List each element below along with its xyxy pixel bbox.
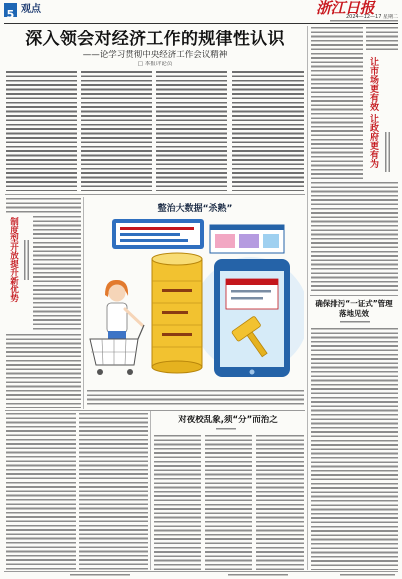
right-column-divider [307, 26, 308, 570]
coin-label-mark [162, 289, 192, 292]
left-article-body [33, 216, 81, 331]
left-article-byline [24, 240, 29, 280]
browser-block [239, 234, 259, 248]
browser-title-bar [210, 225, 284, 230]
left-article-title: 制度型开放提升新优势 [8, 217, 19, 302]
lead-article-subtitle: ——论学习贯彻中央经济工作会议精神 [82, 50, 228, 60]
lead-article-body-column [156, 71, 227, 191]
browser-block [263, 234, 279, 248]
bottom-article-body [154, 435, 201, 570]
left-article-body [79, 413, 148, 570]
side-article-byline [385, 132, 391, 172]
smartphone [214, 259, 290, 377]
side-article-body [366, 27, 398, 53]
coin-label-mark [162, 311, 188, 314]
cartoon-svg [86, 197, 304, 387]
side-article-body [311, 182, 398, 292]
footer-rule [4, 571, 398, 572]
right-article-title-line1: 确保排污“一证式”管理 [315, 299, 393, 308]
lead-article-body-column [81, 71, 152, 191]
phone-card-line [231, 297, 263, 300]
page-number-box [4, 3, 17, 21]
bottom-article-body [205, 435, 252, 570]
newspaper-logo: 浙江日报 [316, 0, 375, 17]
lead-article-body-column [6, 71, 77, 191]
footer-text [70, 574, 130, 576]
phone-card-line [231, 290, 271, 293]
header-rule [4, 23, 398, 24]
phone-card-header [226, 279, 278, 285]
bottom-article-byline [216, 428, 236, 431]
issue-date: 2024—12—17 星期二 [345, 14, 398, 20]
left-article-body [6, 334, 81, 408]
shopper-head [109, 285, 126, 302]
bottom-article-title: 对夜校乱象,须“分”而治之 [178, 415, 278, 425]
editorial-cartoon [86, 197, 304, 387]
cart-handle [138, 325, 144, 339]
side-article-title: 让市场更有效 让政府更有为 [368, 57, 378, 169]
bottom-section-rule [5, 410, 305, 411]
signboard-text-line [120, 239, 188, 242]
coin-stack-top [152, 253, 202, 265]
cart-wheel [127, 369, 133, 375]
signboard-text-line [120, 233, 180, 236]
illustration-title: 整治大数据“杀熟” [157, 204, 233, 214]
browser-window [210, 225, 284, 253]
signboard-text-line [120, 227, 194, 230]
right-article-body [311, 328, 398, 570]
shopper-shirt [107, 303, 127, 333]
shopper-arm [125, 309, 142, 325]
lead-article-title: 深入领会对经济工作的规律性认识 [25, 30, 285, 49]
lead-article-bottom-rule [5, 194, 305, 195]
footer-text [228, 574, 288, 576]
cart-wheel [97, 369, 103, 375]
bottom-article-body [256, 435, 304, 570]
side-article-body [311, 27, 363, 179]
coin-stack-bottom [152, 361, 202, 373]
left-article-divider [83, 197, 84, 409]
right-article-byline [340, 321, 370, 324]
cartoon-caption [87, 390, 304, 406]
lead-article-body-column [232, 71, 304, 191]
phone-home-button [250, 370, 255, 375]
browser-block [215, 234, 235, 248]
coin-stack [152, 253, 202, 373]
coin-label-mark [162, 333, 192, 336]
signboard [112, 219, 204, 249]
footer-text [340, 574, 395, 576]
editor-credits-line [330, 20, 398, 22]
left-article-body [6, 413, 76, 570]
page-number: 5 [6, 8, 15, 21]
right-article-title-line2: 落地见效 [339, 309, 369, 318]
bottom-article-divider [150, 411, 151, 570]
left-article-body [6, 198, 81, 213]
side-article-bottom-rule [310, 295, 398, 296]
section-label: 观点 [21, 4, 41, 15]
lead-article-byline: □ 本报评论员 [137, 61, 173, 67]
